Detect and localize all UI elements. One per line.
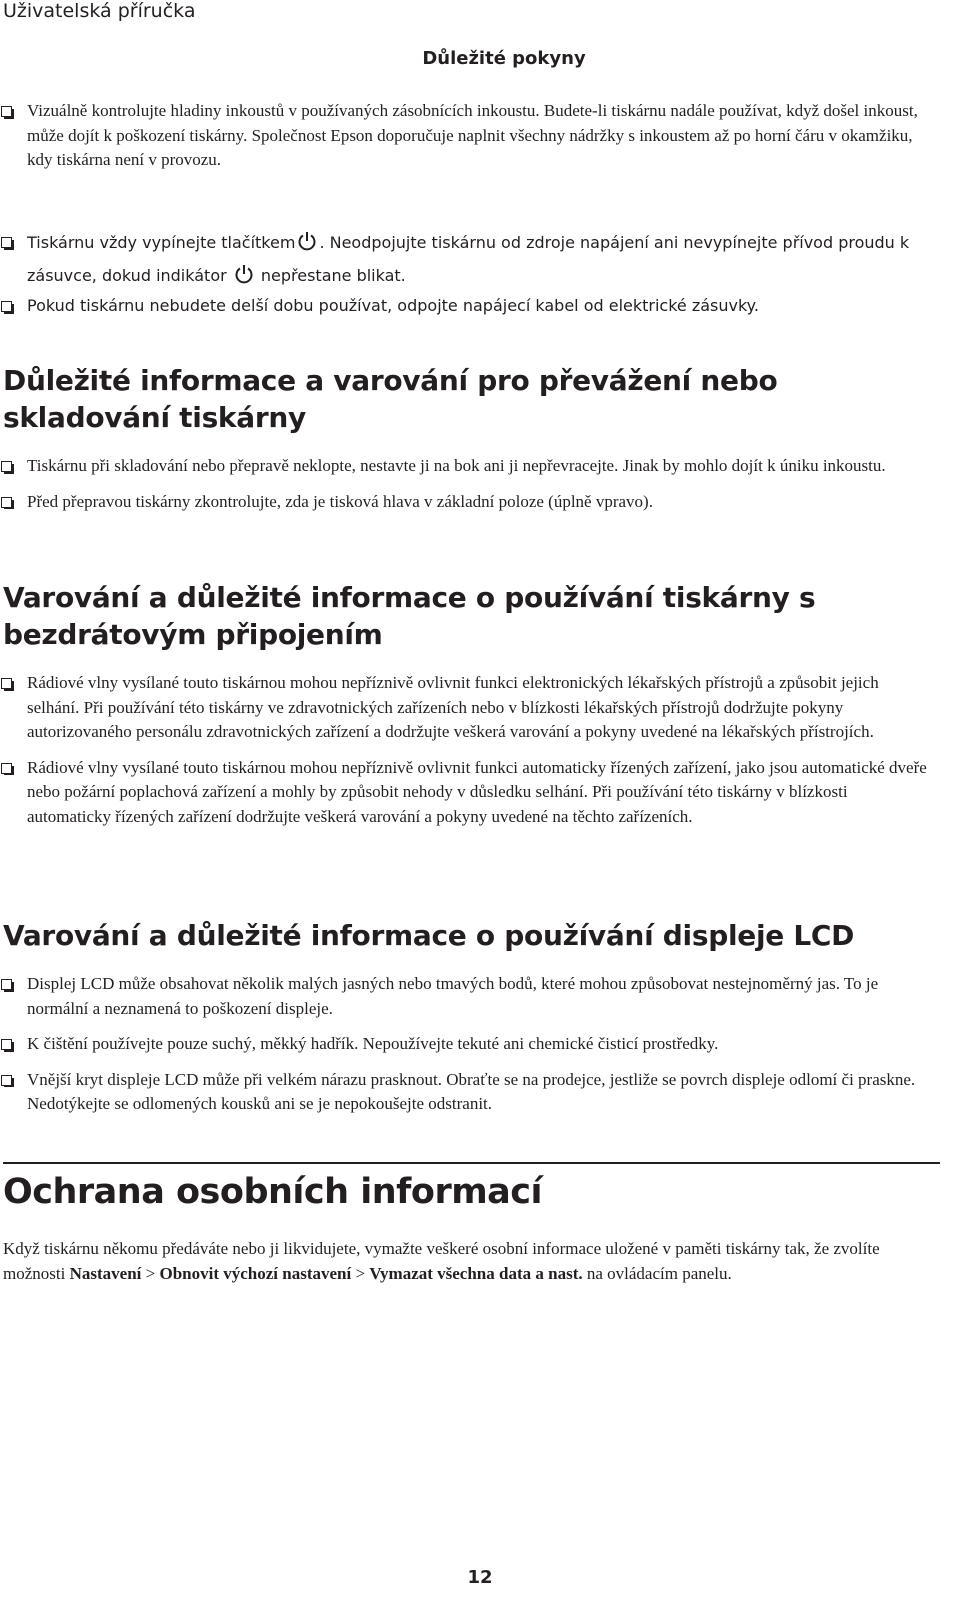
- list-item: Rádiové vlny vysílané touto tiskárnou mohou nepříznivě ovlivnit funkci automaticky řízených zařízení, jako jsou automatické dveře nebo požární poplachová zařízení a mohly by způsobit nehody v důsledku selhání. Při používání této tiskárny v blízkosti automaticky řízených zařízení dodržujte veškerá varování a pokyny uvedené na těchto zařízeních.: [0, 756, 935, 830]
- checkbox-bullet-icon: [1, 461, 12, 472]
- power-button-icon: [297, 231, 317, 252]
- list-item: Pokud tiskárnu nebudete delší dobu používat, odpojte napájecí kabel od elektrické zásuvky.: [0, 294, 935, 319]
- list-item: K čištění používejte pouze suchý, měkký hadřík. Nepoužívejte tekuté ani chemické čisticí prostředky.: [0, 1032, 935, 1057]
- wireless-list: [0, 671, 935, 840]
- list-item: Vnější kryt displeje LCD může při velkém nárazu prasknout. Obraťte se na prodejce, jestliže se povrch displeje odlomí či praskne. Nedotýkejte se odlomených kousků ani se je nepokoušejte odstranit.: [0, 1068, 935, 1117]
- checkbox-bullet-icon: [1, 763, 12, 774]
- menu-path-clear-all: Vymazat všechna data a nast.: [369, 1263, 583, 1283]
- checkbox-bullet-icon: [1, 237, 12, 248]
- section-label: Důležité pokyny: [422, 48, 586, 69]
- checkbox-bullet-icon: [1, 106, 12, 117]
- privacy-paragraph: Když tiskárnu někomu předáváte nebo ji likvidujete, vymažte veškeré osobní informace uložené v paměti tiskárny tak, že zvolíte možnosti Nastavení > Obnovit výchozí nastavení > Vymazat všechna data a nast. na ovládacím panelu.: [3, 1239, 880, 1283]
- checkbox-bullet-icon: [1, 301, 12, 312]
- privacy-section-title: Ochrana osobních informací: [3, 1172, 543, 1212]
- transport-section-title: Důležité informace a varování pro převážení nebo skladování tiskárny: [3, 364, 778, 434]
- menu-path-restore-defaults: Obnovit výchozí nastavení: [159, 1263, 352, 1283]
- list-item: Tiskárnu vždy vypínejte tlačítkem . Neodpojujte tiskárnu od zdroje napájení ani nevypínejte přívod proudu k zásuvce, dokud indikátor nepřestane blikat.: [0, 226, 935, 292]
- lcd-section-title: Varování a důležité informace o používání displeje LCD: [3, 919, 855, 952]
- page-number: 12: [467, 1567, 493, 1588]
- checkbox-bullet-icon: [1, 1075, 12, 1086]
- manual-title: Uživatelská příručka: [3, 0, 196, 22]
- checkbox-bullet-icon: [1, 979, 12, 990]
- list-item: Vizuálně kontrolujte hladiny inkoustů v používaných zásobnících inkoustu. Budete-li tiskárnu nadále používat, když došel inkoust, může dojít k poškození tiskárny. Společnost Epson doporučuje naplnit všechny nádržky s inkoustem až po horní čáru v okamžiku, kdy tiskárna není v provozu.: [0, 99, 935, 173]
- list-item: Před přepravou tiskárny zkontrolujte, zda je tisková hlava v základní poloze (úplně vpravo).: [0, 490, 935, 515]
- checkbox-bullet-icon: [1, 678, 12, 689]
- lcd-list: [0, 972, 935, 1128]
- power-indicator-icon: [234, 264, 254, 285]
- list-item: Displej LCD může obsahovat několik malých jasných nebo tmavých bodů, které mohou způsobovat nestejnoměrný jas. To je normální a neznamená to poškození displeje.: [0, 972, 935, 1021]
- transport-list: [0, 454, 935, 525]
- wireless-section-title: Varování a důležité informace o používání tiskárny s bezdrátovým připojením: [3, 581, 816, 651]
- power-list: [0, 226, 935, 330]
- checkbox-bullet-icon: [1, 1039, 12, 1050]
- list-item: Rádiové vlny vysílané touto tiskárnou mohou nepříznivě ovlivnit funkci elektronických lékařských přístrojů a způsobit jejich selhání. Při používání této tiskárny ve zdravotnických zařízeních nebo v blízkosti lékařských přístrojů dodržujte pokyny autorizovaného personálu zdravotnických zařízení a dodržujte veškerá varování a pokyny uvedené na lékařských přístrojích.: [0, 671, 935, 745]
- menu-path-settings: Nastavení: [69, 1263, 142, 1283]
- section-divider: [3, 1162, 940, 1164]
- ink-power-list: [0, 99, 935, 184]
- checkbox-bullet-icon: [1, 497, 12, 508]
- list-item: Tiskárnu při skladování nebo přepravě neklopte, nestavte ji na bok ani ji nepřevracejte. Jinak by mohlo dojít k úniku inkoustu.: [0, 454, 935, 479]
